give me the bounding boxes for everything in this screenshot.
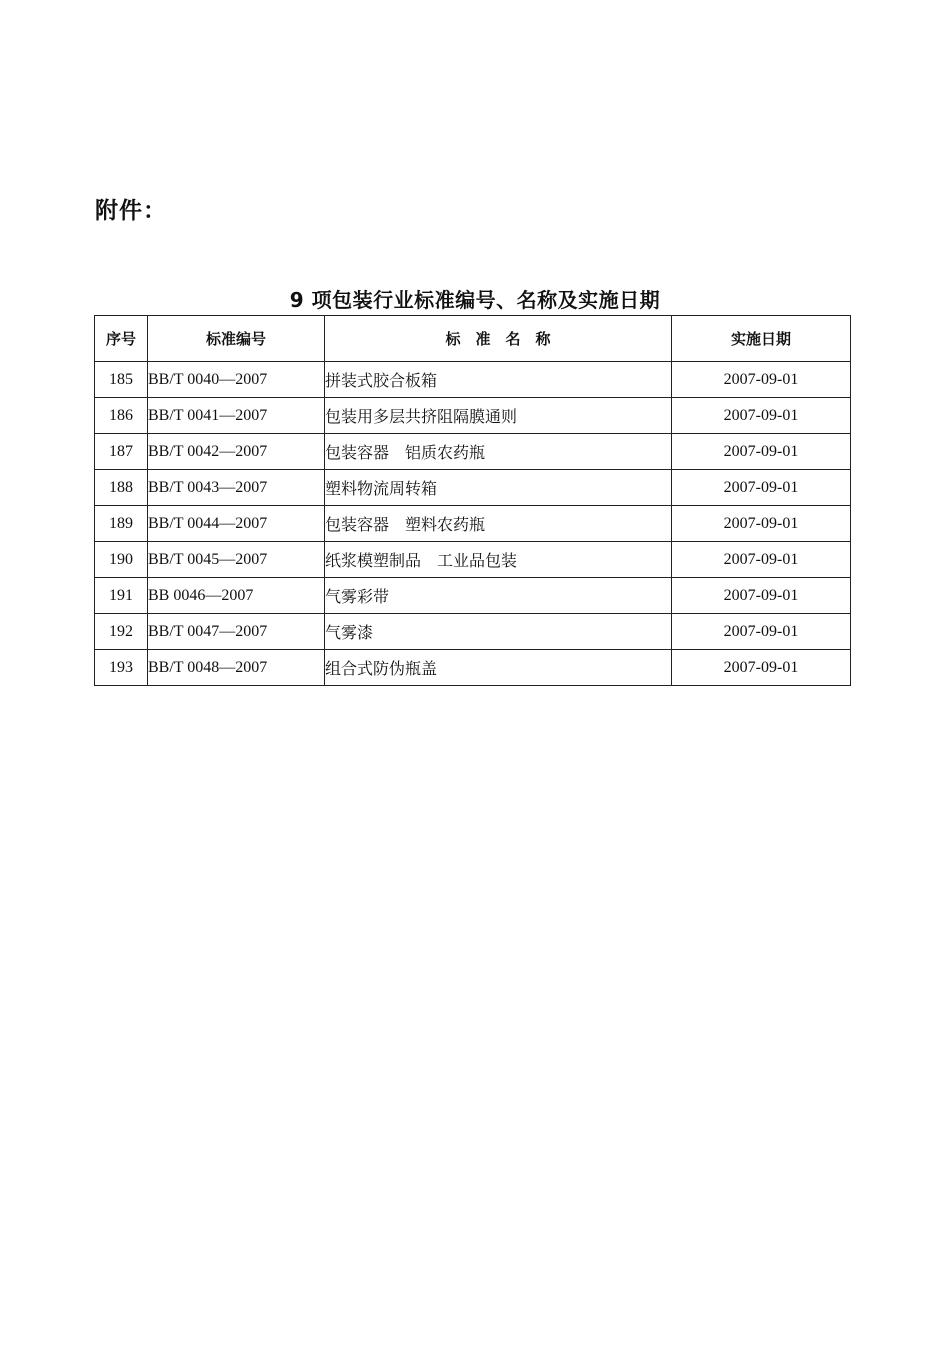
table-row [95, 614, 851, 650]
attachment-label: 附件： [95, 198, 167, 224]
cell-date: 2007-09-01 [672, 542, 851, 578]
cell-seq: 191 [95, 578, 148, 614]
cell-seq: 190 [95, 542, 148, 578]
cell-name: 纸浆模塑制品 工业品包装 [325, 542, 672, 578]
cell-date: 2007-09-01 [672, 398, 851, 434]
cell-code: BB/T 0047—2007 [148, 614, 325, 650]
header-code: 标准编号 [148, 316, 325, 362]
cell-code: BB/T 0045—2007 [148, 542, 325, 578]
cell-seq: 187 [95, 434, 148, 470]
cell-date: 2007-09-01 [672, 578, 851, 614]
table-row [95, 362, 851, 398]
cell-code: BB/T 0044—2007 [148, 506, 325, 542]
cell-code: BB/T 0041—2007 [148, 398, 325, 434]
cell-name: 包装容器 塑料农药瓶 [325, 506, 672, 542]
cell-seq: 188 [95, 470, 148, 506]
table-header-row [95, 316, 851, 362]
table-row [95, 650, 851, 686]
cell-name: 组合式防伪瓶盖 [325, 650, 672, 686]
document-title: 9 项包装行业标准编号、名称及实施日期 [289, 288, 661, 312]
cell-seq: 189 [95, 506, 148, 542]
cell-name: 包装用多层共挤阻隔膜通则 [325, 398, 672, 434]
header-date: 实施日期 [672, 316, 851, 362]
cell-seq: 193 [95, 650, 148, 686]
cell-name: 气雾彩带 [325, 578, 672, 614]
cell-date: 2007-09-01 [672, 614, 851, 650]
cell-date: 2007-09-01 [672, 650, 851, 686]
cell-code: BB 0046—2007 [148, 578, 325, 614]
cell-name: 包装容器 铝质农药瓶 [325, 434, 672, 470]
cell-seq: 192 [95, 614, 148, 650]
cell-code: BB/T 0048—2007 [148, 650, 325, 686]
cell-date: 2007-09-01 [672, 362, 851, 398]
table-row [95, 470, 851, 506]
cell-name: 气雾漆 [325, 614, 672, 650]
cell-seq: 185 [95, 362, 148, 398]
cell-seq: 186 [95, 398, 148, 434]
cell-code: BB/T 0043—2007 [148, 470, 325, 506]
cell-date: 2007-09-01 [672, 434, 851, 470]
standards-table [94, 315, 851, 686]
header-name: 标 准 名 称 [325, 316, 672, 362]
table-row [95, 434, 851, 470]
cell-name: 拼装式胶合板箱 [325, 362, 672, 398]
table-row [95, 542, 851, 578]
cell-date: 2007-09-01 [672, 470, 851, 506]
table-row [95, 506, 851, 542]
header-seq: 序号 [95, 316, 148, 362]
cell-date: 2007-09-01 [672, 506, 851, 542]
table-row [95, 398, 851, 434]
cell-code: BB/T 0040—2007 [148, 362, 325, 398]
cell-name: 塑料物流周转箱 [325, 470, 672, 506]
cell-code: BB/T 0042—2007 [148, 434, 325, 470]
table-row [95, 578, 851, 614]
